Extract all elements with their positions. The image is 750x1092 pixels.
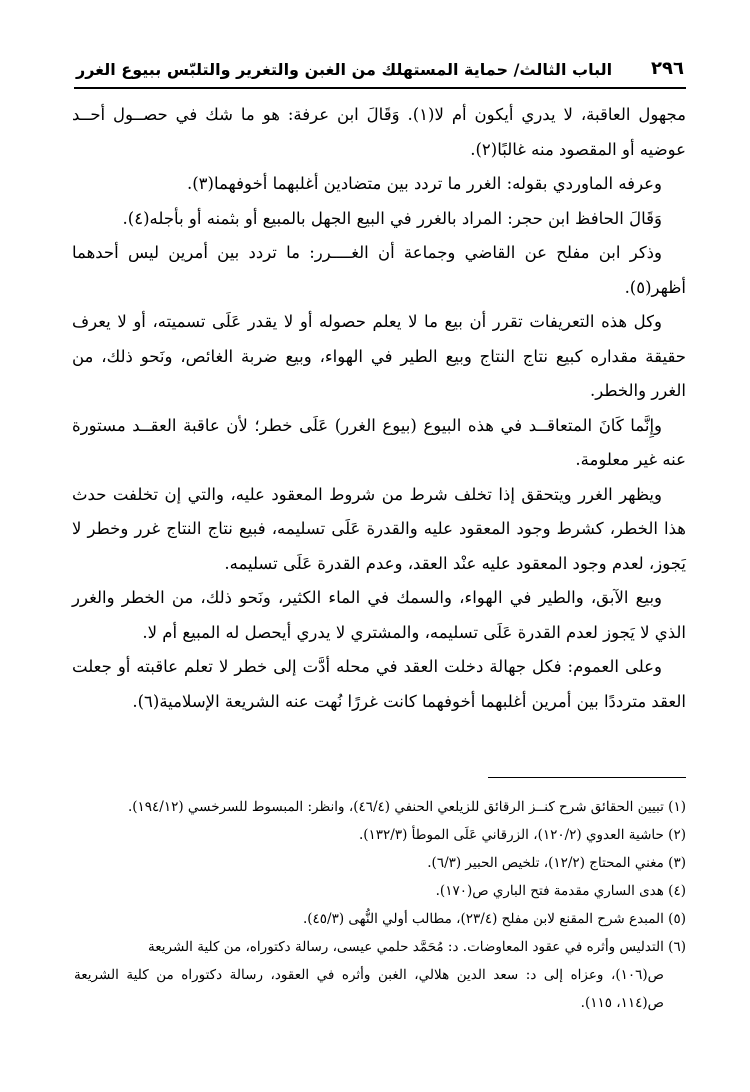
header-rule <box>74 87 686 89</box>
paragraph-7: ويظهر الغرر ويتحقق إذا تخلف شرط من شروط المعقود عليه، والتي إن تخلفت حدث هذا الخطر، كشرط وجود المعقود عليه والقدرة عَلَى تسليمه، فبيع نتاج النتاج غرر وخطر لا يَجوز، لعدم وجود المعقود عليه عنْد العقد، وعدم القدرة عَلَى تسليمه. <box>72 484 686 573</box>
page-header <box>76 58 684 84</box>
footnotes <box>74 793 686 1017</box>
paragraph-9: وعلى العموم: فكل جهالة دخلت العقد في محله أدَّت إلى خطر لا تعلم عاقبته أو جعلت العقد مترددًا بين أمرين أغلبهما أخوفهما كانت غررًا نُهت عنه الشريعة الإسلامية(٦). <box>72 657 686 711</box>
page-number: ٢٩٦ <box>651 58 684 79</box>
main-text <box>72 98 686 719</box>
footnote-separator <box>488 777 686 778</box>
paragraph-5: وكل هذه التعريفات تقرر أن بيع ما لا يعلم حصوله أو لا يقدر عَلَى تسميته، أو لا يعرف حقيقة مقداره كبيع نتاج النتاج وبيع الطير في الهواء، وبيع ضربة الغائص، ونَحو ذلك، من الغرر والخطر. <box>72 312 686 400</box>
paragraph-1: مجهول العاقبة، لا يدري أيكون أم لا(١). وَقَالَ ابن عرفة: هو ما شك في حصــول أحــد عوضيه أو المقصود منه غالبًا(٢). <box>72 105 686 159</box>
footnote-1: (١) تبيين الحقائق شرح كنــز الرقائق للزيلعي الحنفي (٤٦/٤)، وانظر: المبسوط للسرخسي (١٩٤/١٢). <box>127 799 686 815</box>
paragraph-3: وَقَالَ الحافظ ابن حجر: المراد بالغرر في البيع الجهل بالمبيع أو بثمنه أو بأجله(٤). <box>122 208 662 228</box>
paragraph-8: وبيع الآبق، والطير في الهواء، والسمك في الماء الكثير، ونَحو ذلك، من الخطر والغرر الذي لا يَجوز لعدم القدرة عَلَى تسليمه، والمشتري لا يدري أيحصل له المبيع أم لا. <box>72 588 686 642</box>
footnote-2: (٢) حاشية العدوي (١٢٠/٢)، الزرقاني عَلَى الموطأ (١٣٢/٣). <box>358 827 686 843</box>
paragraph-2: وعرفه الماوردي بقوله: الغرر ما تردد بين متضادين أغلبهما أخوفهما(٣). <box>186 174 662 193</box>
paragraph-6: وإِنَّما كَانَ المتعاقــد في هذه البيوع (بيوع الغرر) عَلَى خطر؛ لأن عاقبة العقــد مستورة عنه غير معلومة. <box>72 415 686 469</box>
footnote-5: (٥) المبدع شرح المقنع لابن مفلح (٢٣/٤)، مطالب أولي النُّهى (٤٥/٣). <box>302 911 686 927</box>
footnote-3: (٣) مغني المحتاج (١٢/٢)، تلخيص الحبير (٦/٣). <box>427 855 686 871</box>
footnote-6: (٦) التدليس وأثره في عقود المعاوضات. د: مُحَمَّد حلمي عيسى، رسالة دكتوراه، من كلية الشريعة <box>148 939 686 955</box>
footnote-6-continuation: ص(١٠٦)، وعزاه إلى د: سعد الدين هلالي، الغبن وأثره في العقود، رسالة دكتوراه من كلية الشريعة ص(١١٤، ١١٥). <box>74 967 664 1011</box>
running-title: الباب الثالث/ حماية المستهلك من الغبن والتغرير والتلبّس ببيوع الغرر <box>76 60 613 79</box>
footnote-4: (٤) هدى الساري مقدمة فتح الباري ص(١٧٠). <box>435 883 686 899</box>
paragraph-4: وذكر ابن مفلح عن القاضي وجماعة أن الغــــرر: ما تردد بين أمرين ليس أحدهما أظهر(٥). <box>72 243 686 297</box>
